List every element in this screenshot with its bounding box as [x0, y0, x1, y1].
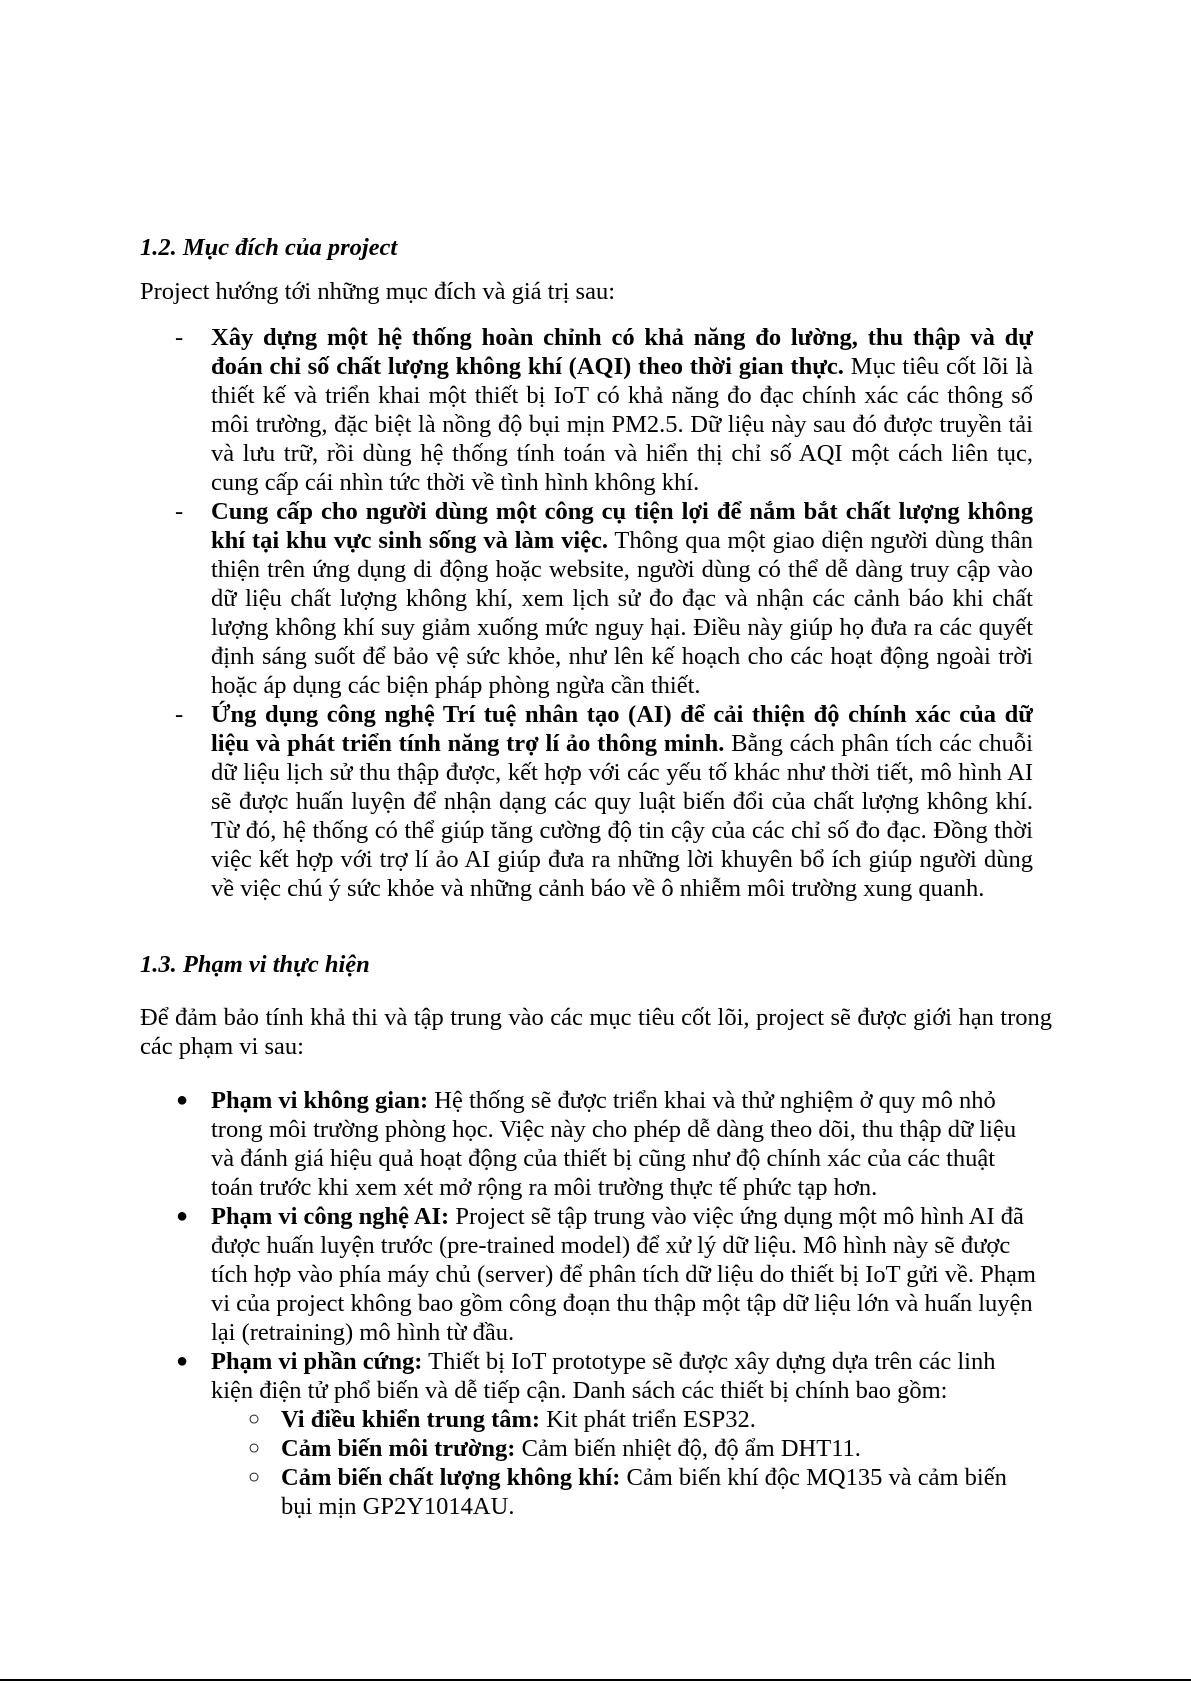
scope-item-1-title: Phạm vi không gian: — [211, 1087, 429, 1114]
dash-marker: - — [175, 701, 184, 728]
scope-item-1 — [0, 1086, 1041, 1202]
purpose-item-2-text: Thông qua một giao diện người dùng thân thiện trên ứng dụng di động hoặc website, người dùng có thể dễ dàng truy cập vào dữ liệu chất lượng không khí, xem lịch sử đo đạc và nhận các cảnh báo khi chất lượng không khí suy giảm xuống mức nguy hại. Điều này giúp họ đưa ra các quyết định sáng suốt để bảo vệ sức khỏe, như lên kế hoạch cho các hoạt động ngoài trời hoặc áp dụng các biện pháp phòng ngừa cần thiết. — [211, 527, 1033, 699]
purpose-item-2 — [0, 497, 1033, 700]
hardware-item-3-title: Cảm biến chất lượng không khí: — [281, 1464, 621, 1491]
purpose-item-3 — [0, 700, 1033, 903]
circle-marker: ○ — [248, 1466, 261, 1488]
hardware-item-1-text: Kit phát triển ESP32. — [540, 1406, 756, 1433]
scope-item-2 — [0, 1202, 1041, 1347]
hardware-item-3-text: Cảm biến khí độc MQ135 và cảm biến bụi mịn GP2Y1014AU. — [281, 1464, 1007, 1520]
section-heading-scope: 1.3. Phạm vi thực hiện — [140, 951, 370, 978]
scope-item-3-text: Thiết bị IoT prototype sẽ được xây dựng dựa trên các linh kiện điện tử phổ biến và dễ tiếp cận. Danh sách các thiết bị chính bao gồm: — [211, 1348, 996, 1404]
scope-list — [0, 1086, 1191, 1521]
purpose-list — [0, 323, 1191, 903]
scope-item-3-title: Phạm vi phần cứng: — [211, 1348, 423, 1375]
section-heading-purpose: 1.2. Mục đích của project — [140, 234, 398, 261]
purpose-intro: Project hướng tới những mục đích và giá trị sau: — [140, 278, 616, 305]
page-bottom-rule — [0, 1679, 1191, 1681]
circle-marker: ○ — [248, 1408, 261, 1430]
dash-marker: - — [175, 498, 184, 525]
purpose-item-1-title: Xây dựng một hệ thống hoàn chỉnh có khả năng đo lường, thu thập và dự đoán chỉ số chất lượng không khí (AQI) theo thời gian thực. — [211, 324, 1033, 380]
scope-item-3 — [0, 1347, 1041, 1405]
hardware-item-1 — [0, 1405, 1041, 1434]
scope-intro: Để đảm bảo tính khả thi và tập trung vào các mục tiêu cốt lõi, project sẽ được giới hạn trong các phạm vi sau: — [140, 1004, 1052, 1060]
purpose-item-1-text: Mục tiêu cốt lõi là thiết kế và triển khai một thiết bị IoT có khả năng đo đạc chính xác các thông số môi trường, đặc biệt là nồng độ bụi mịn PM2.5. Dữ liệu này sau đó được truyền tải và lưu trữ, rồi dùng hệ thống tính toán và hiển thị chỉ số AQI một cách liên tục, cung cấp cái nhìn tức thời về tình hình không khí. — [211, 353, 1033, 496]
purpose-item-3-title: Ứng dụng công nghệ Trí tuệ nhân tạo (AI) để cải thiện độ chính xác của dữ liệu và phát triển tính năng trợ lí ảo thông minh. — [211, 701, 1033, 757]
purpose-item-3-text: Bằng cách phân tích các chuỗi dữ liệu lịch sử thu thập được, kết hợp với các yếu tố khác như thời tiết, mô hình AI sẽ được huấn luyện để nhận dạng các quy luật biến đổi của chất lượng không khí. Từ đó, hệ thống có thể giúp tăng cường độ tin cậy của các chỉ số đo đạc. Đồng thời việc kết hợp với trợ lí ảo AI giúp đưa ra những lời khuyên bổ ích giúp người dùng về việc chú ý sức khỏe và những cảnh báo về ô nhiễm môi trường xung quanh. — [211, 730, 1033, 902]
bullet-marker: ● — [176, 1350, 189, 1372]
bullet-marker: ● — [176, 1205, 189, 1227]
bullet-marker: ● — [176, 1089, 189, 1111]
purpose-item-2-title: Cung cấp cho người dùng một công cụ tiện lợi để nắm bắt chất lượng không khí tại khu vực sinh sống và làm việc. — [211, 498, 1033, 554]
hardware-item-3 — [0, 1463, 1041, 1521]
hardware-item-2-title: Cảm biến môi trường: — [281, 1435, 516, 1462]
circle-marker: ○ — [248, 1437, 261, 1459]
hardware-item-1-title: Vi điều khiển trung tâm: — [281, 1406, 541, 1433]
scope-item-2-text: Project sẽ tập trung vào việc ứng dụng một mô hình AI đã được huấn luyện trước (pre-trained model) để xử lý dữ liệu. Mô hình này sẽ được tích hợp vào phía máy chủ (server) để phân tích dữ liệu do thiết bị IoT gửi về. Phạm vi của project không bao gồm công đoạn thu thập một tập dữ liệu lớn và huấn luyện lại (retraining) mô hình từ đầu. — [211, 1203, 1036, 1346]
dash-marker: - — [175, 324, 184, 351]
scope-item-2-title: Phạm vi công nghệ AI: — [211, 1203, 450, 1230]
scope-item-1-text: Hệ thống sẽ được triển khai và thử nghiệm ở quy mô nhỏ trong môi trường phòng học. Việc này cho phép dễ dàng theo dõi, thu thập dữ liệu và đánh giá hiệu quả hoạt động của thiết bị cũng như độ chính xác của các thuật toán trước khi xem xét mở rộng ra môi trường thực tế phức tạp hơn. — [211, 1087, 1017, 1201]
purpose-item-1 — [0, 323, 1033, 497]
hardware-item-2 — [0, 1434, 1041, 1463]
hardware-item-2-text: Cảm biến nhiệt độ, độ ẩm DHT11. — [515, 1435, 861, 1462]
